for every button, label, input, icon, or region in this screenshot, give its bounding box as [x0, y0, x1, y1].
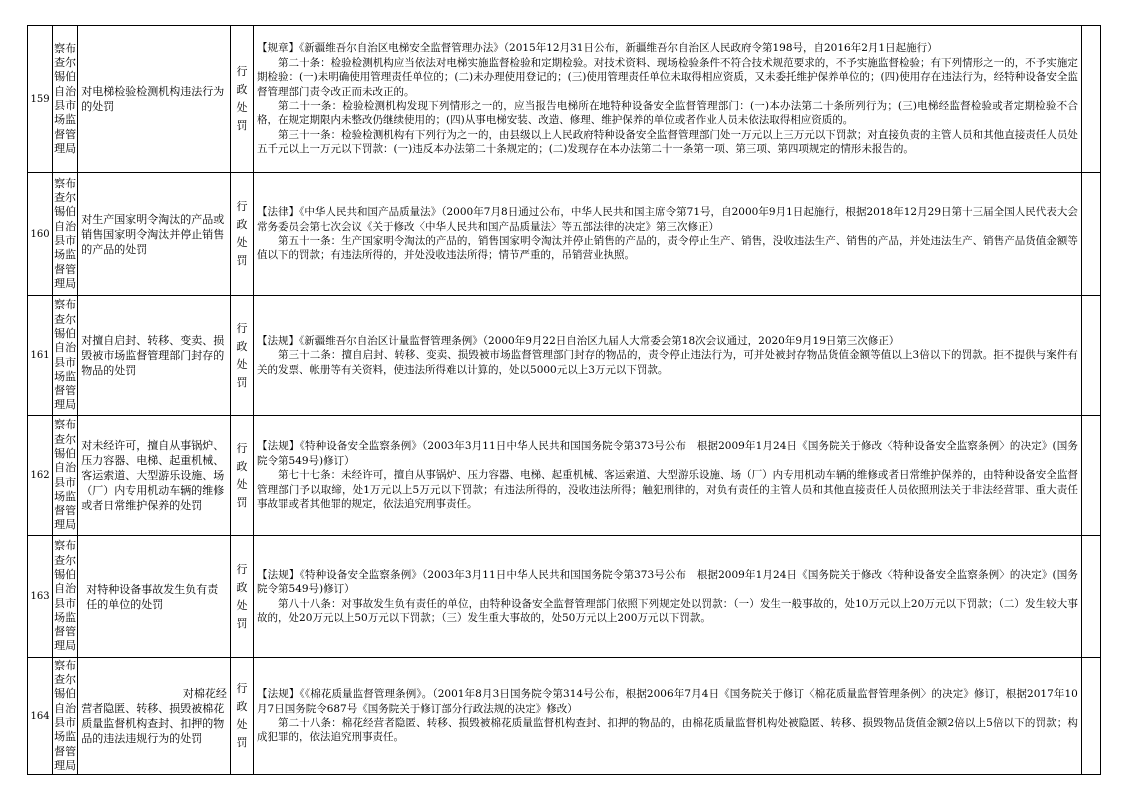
- basis-head: 【法规】《特种设备安全监察条例》（2003年3月11日中华人民共和国国务院令第373号公布 根据2009年1月24日《国务院关于修改〈特种设备安全监察条例〉的决定》(国务院令第549号)修订）: [257, 440, 1078, 467]
- row-number: 159: [28, 26, 53, 173]
- basis-cell: [254, 26, 1082, 173]
- blank-cell: [1081, 658, 1100, 775]
- table-row: [28, 26, 1101, 173]
- item-cell: 对电梯检验检测机构违法行为的处罚: [78, 26, 231, 173]
- basis-cell: [254, 416, 1082, 536]
- basis-head: 【法规】《新疆维吾尔自治区计量监督管理条例》（2000年9月22日自治区九届人大常委会第18次会议通过，2020年9月19日第三次修正）: [257, 334, 900, 347]
- basis-cell: [254, 658, 1082, 775]
- basis-article: 第三十一条：检验检测机构有下列行为之一的，由县级以上人民政府特种设备安全监督管理部门处一万元以上三万元以下罚款；对直接负责的主管人员和其他直接责任人员处五千元以上一万元以下罚款：(一)违反本办法第二十条规定的；(二)发现存在本办法第二十一条第一项、第三项、第四项规定的情形未报告的。: [257, 128, 1078, 156]
- basis-head: 【法规】《特种设备安全监察条例》（2003年3月11日中华人民共和国国务院令第373号公布 根据2009年1月24日《国务院关于修改〈特种设备安全监察条例〉的决定》(国务院令第549号)修订）: [257, 568, 1078, 596]
- basis-head: 【法规】《《棉花质量监督管理条例》。（2001年8月3日国务院令第314号公布，根据2006年7月4日《国务院关于修订〈棉花质量监督管理条例〉的决定》修订，根据2017年10月7日国务院令687号《国务院关于修订部分行政法规的决定》修改）: [257, 688, 1078, 715]
- department-cell: 察布查尔锡伯自治县市场监督管理局: [53, 173, 78, 296]
- item-cell: 对擅自启封、转移、变卖、损毁被市场监督管理部门封存的物品的处罚: [78, 296, 231, 416]
- item-cell: 对生产国家明令淘汰的产品或销售国家明令淘汰并停止销售的产品的处罚: [78, 173, 231, 296]
- item-cell: 对未经许可，擅自从事锅炉、压力容器、电梯、起重机械、客运索道、大型游乐设施、场（厂）内专用机动车辆的维修或者日常维护保养的处罚: [78, 416, 231, 536]
- basis-cell: [254, 536, 1082, 658]
- basis-article: 第三十二条：擅自启封、转移、变卖、损毁被市场监督管理部门封存的物品的，责令停止违法行为，可并处被封存物品货值金额等值以上3倍以下的罚款。拒不提供与案件有关的发票、帐册等有关资料，使违法所得难以计算的，处以5000元以上3万元以下罚款。: [257, 349, 1078, 376]
- table-row: [28, 658, 1101, 775]
- blank-cell: [1081, 173, 1100, 296]
- table-row: [28, 173, 1101, 296]
- item-cell: [78, 658, 231, 775]
- type-cell: 行政处罚: [230, 26, 253, 173]
- table-row: [28, 296, 1101, 416]
- blank-cell: [1081, 26, 1100, 173]
- department-cell: 察布查尔锡伯自治县市场监督管理局: [53, 296, 78, 416]
- item-cell: 对特种设备事故发生负有责任的单位的处罚: [78, 536, 231, 658]
- basis-article: 第七十七条：未经许可，擅自从事锅炉、压力容器、电梯、起重机械、客运索道、大型游乐设施、场（厂）内专用机动车辆的维修或者日常维护保养的，由特种设备安全监督管理部门予以取缔，处1万元以上5万元以下罚款；有违法所得的，没收违法所得；触犯刑律的，对负有责任的主管人员和其他直接责任人员依照刑法关于非法经营罪、重大责任事故罪或者其他罪的规定，依法追究刑事责任。: [257, 469, 1078, 511]
- basis-cell: [254, 296, 1082, 416]
- basis-article: 第二十一条：检验检测机构发现下列情形之一的，应当报告电梯所在地特种设备安全监督管理部门：(一)本办法第二十条所列行为；(三)电梯经监督检验或者定期检验不合格，在规定期限内未整改仍继续使用的；(四)从事电梯安装、改造、修理、维护保养的单位或者作业人员未依法取得相应资质的。: [257, 100, 1078, 127]
- row-number: 163: [28, 536, 53, 658]
- type-cell: 行政处罚: [230, 416, 253, 536]
- row-number: 164: [28, 658, 53, 775]
- row-number: 161: [28, 296, 53, 416]
- basis-head: 【法律】《中华人民共和国产品质量法》（2000年7月8日通过公布，中华人民共和国主席令第71号，自2000年9月1日起施行，根据2018年12月29日第十三届全国人民代表大会常务委员会第七次会议《关于修改〈中华人民共和国产品质量法〉等五部法律的决定》第三次修正）: [257, 206, 1078, 233]
- blank-cell: [1081, 416, 1100, 536]
- item-cell-text: 营者隐匿、转移、损毁被棉花质量监督机构查封、扣押的物品的违法违规行为的处罚: [81, 702, 225, 745]
- basis-head: 【规章】《新疆维吾尔自治区电梯安全监督管理办法》（2015年12月31日公布，新疆维吾尔自治区人民政府令第198号，自2016年2月1日起施行）: [257, 42, 938, 55]
- department-cell: 察布查尔锡伯自治县市场监督管理局: [53, 26, 78, 173]
- basis-article: 第二十条：检验检测机构应当依法对电梯实施监督检验和定期检验。对技术资料、现场检验条件不符合技术规范要求的，不予实施监督检验；有下列情形之一的，不予实施定期检验：(一)未明确使用管理责任单位的；(二)未办理使用登记的；(三)使用管理责任单位未取得相应资质，又未委托维护保养单位的；(四)使用存在违法行为，经特种设备安全监督管理部门责令改正而未改正的。: [257, 56, 1078, 98]
- document-sheet: [27, 25, 1101, 775]
- department-cell: 察布查尔锡伯自治县市场监督管理局: [53, 536, 78, 658]
- blank-cell: [1081, 536, 1100, 658]
- row-number: 160: [28, 173, 53, 296]
- department-cell: 察布查尔锡伯自治县市场监督管理局: [53, 658, 78, 775]
- basis-article: 第八十八条：对事故发生负有责任的单位，由特种设备安全监督管理部门依照下列规定处以罚款：（一）发生一般事故的，处10万元以上20万元以下罚款；（二）发生较大事故的，处20万元以上50万元以下罚款；（三）发生重大事故的，处50万元以上200万元以下罚款。: [257, 597, 1078, 624]
- type-cell: 行政处罚: [230, 536, 253, 658]
- basis-article: 第二十八条：棉花经营者隐匿、转移、损毁被棉花质量监督机构查封、扣押的物品的，由棉花质量监督机构处被隐匿、转移、损毁物品货值金额2倍以上5倍以下的罚款；构成犯罪的，依法追究刑事责任。: [257, 717, 1078, 744]
- item-cell-lead: 对棉花经: [182, 687, 227, 700]
- penalty-table: [27, 25, 1101, 775]
- type-cell: 行政处罚: [230, 658, 253, 775]
- department-cell: 察布查尔锡伯自治县市场监督管理局: [53, 416, 78, 536]
- blank-cell: [1081, 296, 1100, 416]
- basis-article: 第五十一条：生产国家明令淘汰的产品的，销售国家明令淘汰并停止销售的产品的，责令停止生产、销售，没收违法生产、销售的产品，并处违法生产、销售产品货值金额等值以下的罚款；有违法所得的，并处没收违法所得；情节严重的，吊销营业执照。: [257, 235, 1078, 262]
- table-row: [28, 536, 1101, 658]
- type-cell: 行政处罚: [230, 296, 253, 416]
- basis-cell: [254, 173, 1082, 296]
- type-cell: 行政处罚: [230, 173, 253, 296]
- row-number: 162: [28, 416, 53, 536]
- table-row: [28, 416, 1101, 536]
